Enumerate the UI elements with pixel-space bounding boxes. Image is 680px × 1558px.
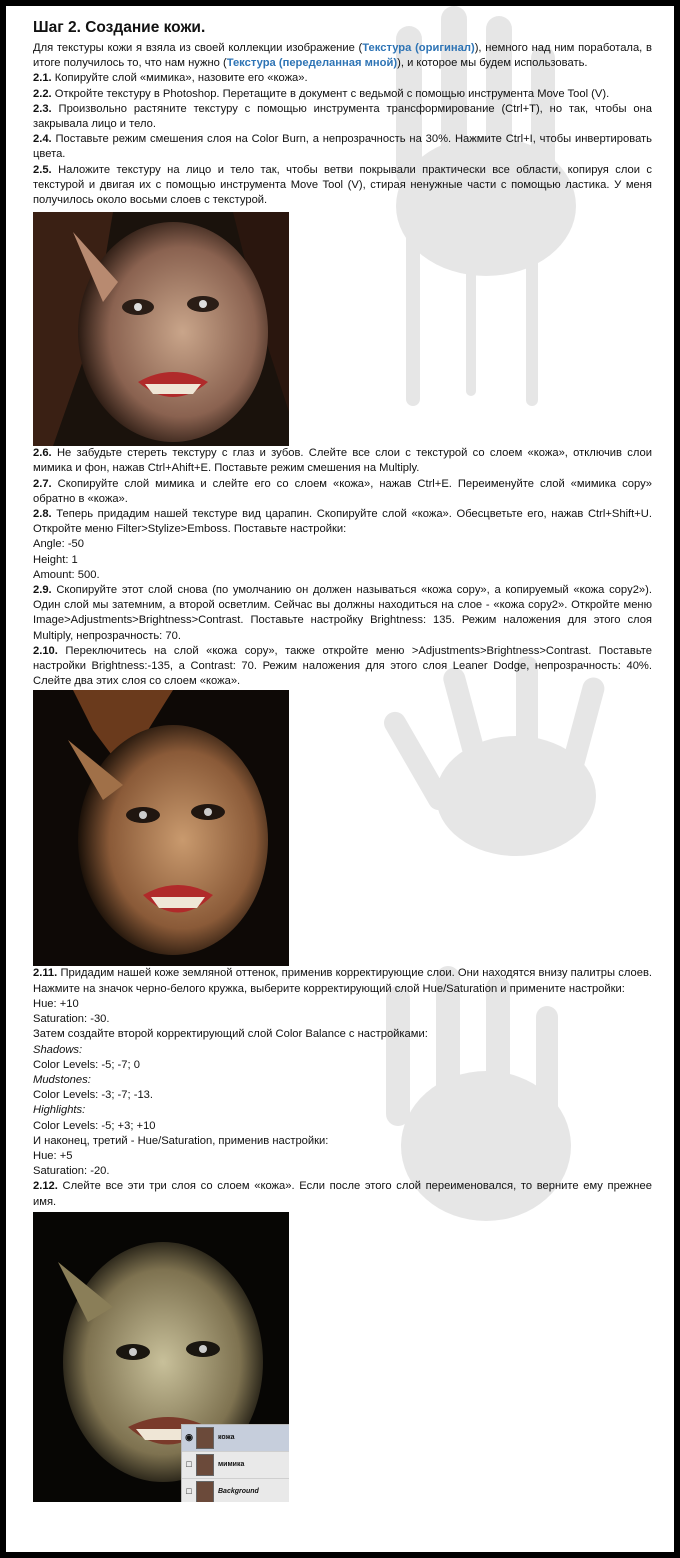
- document-page: [6, 6, 674, 1552]
- step-item: 2.4. Поставьте режим смешения слоя на Color Burn, а непрозрачность на 30%. Нажмите Ctrl+I, чтобы инвертировать цвета.: [33, 133, 652, 161]
- layer-row[interactable]: □ мимика: [182, 1452, 289, 1479]
- article-body: [33, 16, 652, 1502]
- step-item: 2.7. Скопируйте слой мимика и слейте его со слоем «кожа», нажав Ctrl+E. Переименуйте слой «мимика copy» обратно в «кожа».: [33, 477, 652, 505]
- midtones-label: Mudstones:: [33, 1073, 91, 1086]
- setting-line: Amount: 500.: [33, 568, 100, 581]
- setting-line: Hue: +5: [33, 1149, 73, 1162]
- layer-row[interactable]: □ Background: [182, 1479, 289, 1502]
- witch-photo-1: [33, 212, 289, 446]
- layer-thumbnail: [196, 1481, 214, 1502]
- setting-line: Color Levels: -5; -7; 0: [33, 1058, 140, 1071]
- witch-photo-3: [33, 1212, 289, 1502]
- color-balance-intro: Затем создайте второй корректирующий слой Color Balance с настройками:: [33, 1028, 428, 1041]
- highlights-label: Highlights:: [33, 1104, 86, 1117]
- setting-line: Saturation: -30.: [33, 1013, 110, 1026]
- step-item: 2.6. Не забудьте стереть текстуру с глаз и зубов. Слейте все слои с текстурой со слоем «кожа», отключив слои мимика и фон, нажав Ctrl+Ahift+E. Поставьте режим смешения на Multiply.: [33, 447, 652, 475]
- visibility-toggle-icon[interactable]: □: [186, 1486, 192, 1497]
- step-item: 2.3. Произвольно растяните текстуру с помощью инструмента трансформирование (Ctrl+T), но так, чтобы она закрывала лицо и тело.: [33, 102, 652, 131]
- step-item: 2.8. Теперь придадим нашей текстуре вид царапин. Скопируйте слой «кожа». Обесцветьте его, нажав Ctrl+Shift+U. Откройте меню Filter>Stylize>Emboss. Поставьте настройки:: [33, 508, 652, 536]
- step-item: 2.9. Скопируйте этот слой снова (по умолчанию он должен называться «кожа copy», а копируемый «кожа copy2»). Один слой мы затемним, а второй осветлим. Сейчас вы должны находиться на слое - «кожа copy2». Откройте меню Image>Adjustments>Brightness>Contrast. Поставьте настройку Brightness: 135. Режим наложения для этого слоя Multiply, непрозрачность: 70.: [33, 584, 652, 642]
- intro-paragraph: Для текстуры кожи я взяла из своей коллекции изображение (Текстура (оригинал)), немного над ним поработала, в итоге получилось то, что нам нужно (Текстура (переделанная мной)), и которое мы будем использовать.: [33, 42, 652, 70]
- shadows-label: Shadows:: [33, 1043, 83, 1056]
- layer-row[interactable]: ◉ кожа: [182, 1425, 289, 1452]
- section-heading: Шаг 2. Создание кожи.: [33, 19, 206, 36]
- step-item: 2.11. Придадим нашей коже земляной оттенок, применив корректирующие слои. Они находятся внизу палитры слоев. Нажмите на значок черно-белого кружка, выберите корректирующий слой Hue/Saturation и примените настройки:: [33, 967, 652, 995]
- eye-icon[interactable]: ◉: [185, 1432, 193, 1443]
- setting-line: Hue: +10: [33, 997, 79, 1010]
- step-item: 2.1. Копируйте слой «мимика», назовите его «кожа».: [33, 72, 308, 85]
- step-item: 2.12. Слейте все эти три слоя со слоем «кожа». Если после этого слой переименовался, то верните ему прежнее имя.: [33, 1180, 652, 1208]
- setting-line: Height: 1: [33, 553, 78, 566]
- texture-edited-link[interactable]: Текстура (переделанная мной): [226, 57, 398, 70]
- layer-thumbnail: [196, 1454, 214, 1476]
- texture-original-link[interactable]: Текстура (оригинал): [362, 42, 475, 54]
- setting-line: Color Levels: -5; +3; +10: [33, 1119, 156, 1132]
- layer-thumbnail: [196, 1427, 214, 1449]
- step-item: 2.2. Откройте текстуру в Photoshop. Перетащите в документ с ведьмой с помощью инструмента Move Tool (V).: [33, 87, 610, 100]
- setting-line: Angle: -50: [33, 538, 84, 551]
- layers-panel: [181, 1424, 289, 1502]
- step-item: 2.10. Переключитесь на слой «кожа copy», также откройте меню >Adjustments>Brightness>Contrast. Поставьте настройки Brightness:-135, а Contrast: 70. Режим наложения для этого слоя Leaner Dodge, непрозрачность: 40%. Слейте два этих слоя со слоем «кожа».: [33, 644, 652, 688]
- witch-photo-2: [33, 690, 289, 966]
- step-item: 2.5. Наложите текстуру на лицо и тело так, чтобы ветви покрывали практически все области, копируя слои с текстурой и двигая их с помощью инструмента Move Tool (V), стирая ненужные части с помощью ластика. У меня получилось около восьми слоев с текстурой.: [33, 163, 652, 207]
- setting-line: Saturation: -20.: [33, 1165, 110, 1178]
- visibility-toggle-icon[interactable]: □: [186, 1459, 192, 1470]
- third-layer-intro: И наконец, третий - Hue/Saturation, применив настройки:: [33, 1134, 329, 1147]
- setting-line: Color Levels: -3; -7; -13.: [33, 1089, 154, 1102]
